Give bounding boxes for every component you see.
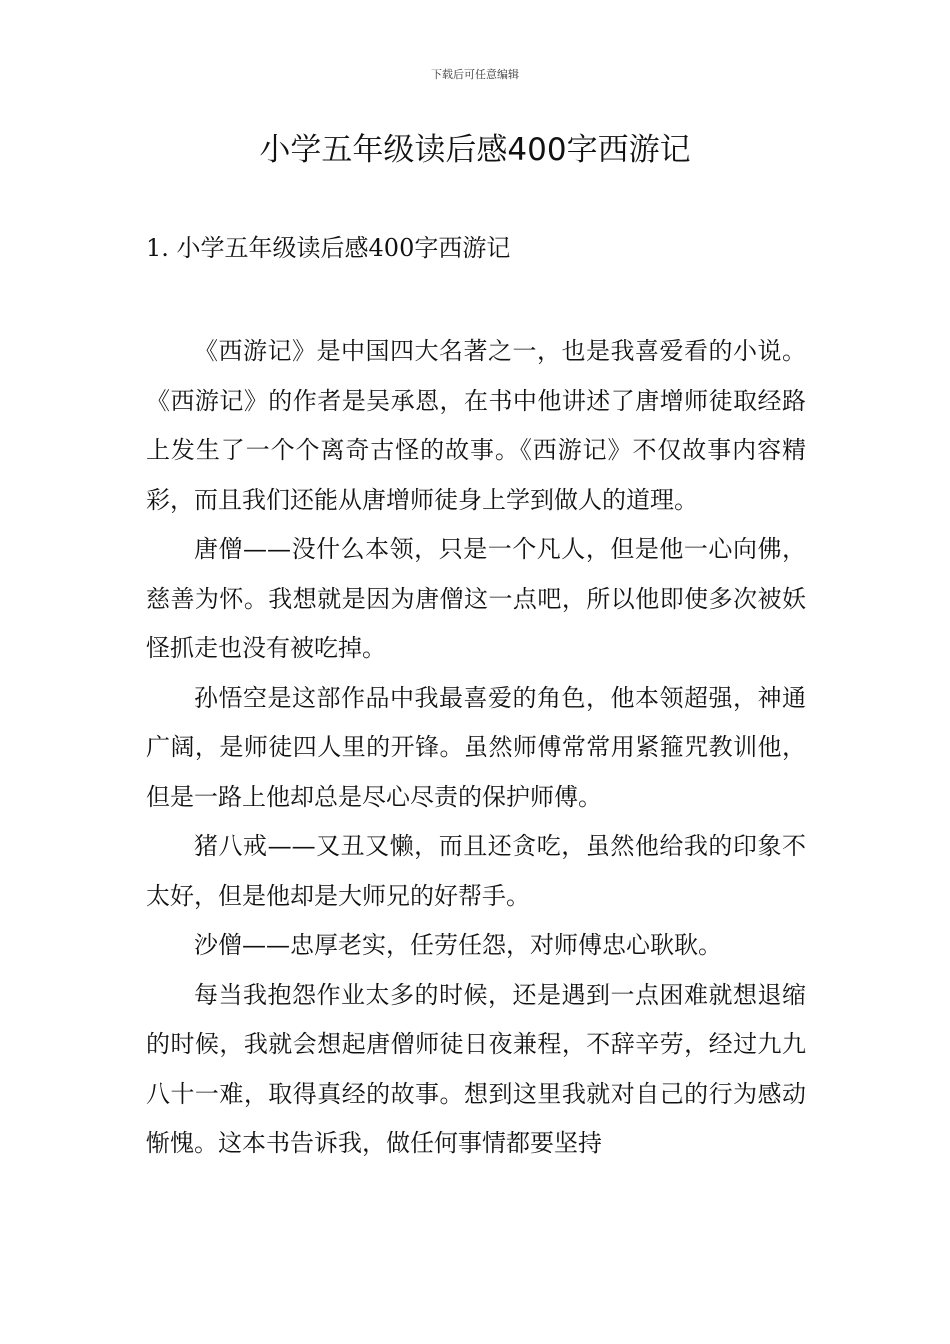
body-text (146, 327, 806, 1169)
document-title: 小学五年级读后感400字西游记 (259, 132, 691, 168)
paragraph: 沙僧——忠厚老实，任劳任怨，对师傅忠心耿耿。 (194, 931, 722, 959)
paragraph: 每当我抱怨作业太多的时候，还是遇到一点困难就想退缩的时候，我就会想起唐僧师徒日夜兼程，不辞辛劳，经过九九八十一难，取得真经的故事。想到这里我就对自己的行为感动惭愧。这本书告诉我，做任何事情都要坚持 (146, 980, 806, 1157)
paragraph: 猪八戒——又丑又懒，而且还贪吃，虽然他给我的印象不太好，但是他却是大师兄的好帮手。 (146, 832, 806, 910)
paragraph: 《西游记》是中国四大名著之一，也是我喜爱看的小说。《西游记》的作者是吴承恩，在书中他讲述了唐增师徒取经路上发生了一个个离奇古怪的故事。《西游记》不仅故事内容精彩，而且我们还能从唐增师徒身上学到做人的道理。 (146, 337, 806, 514)
header-note: 下载后可任意编辑 (431, 68, 519, 81)
section-heading: 1. 小学五年级读后感400字西游记 (146, 234, 511, 262)
paragraph: 孙悟空是这部作品中我最喜爱的角色，他本领超强，神通广阔，是师徒四人里的开锋。虽然师傅常常用紧箍咒教训他，但是一路上他却总是尽心尽责的保护师傅。 (146, 683, 806, 811)
paragraph: 唐僧——没什么本领，只是一个凡人，但是他一心向佛，慈善为怀。我想就是因为唐僧这一点吧，所以他即使多次被妖怪抓走也没有被吃掉。 (146, 535, 806, 662)
